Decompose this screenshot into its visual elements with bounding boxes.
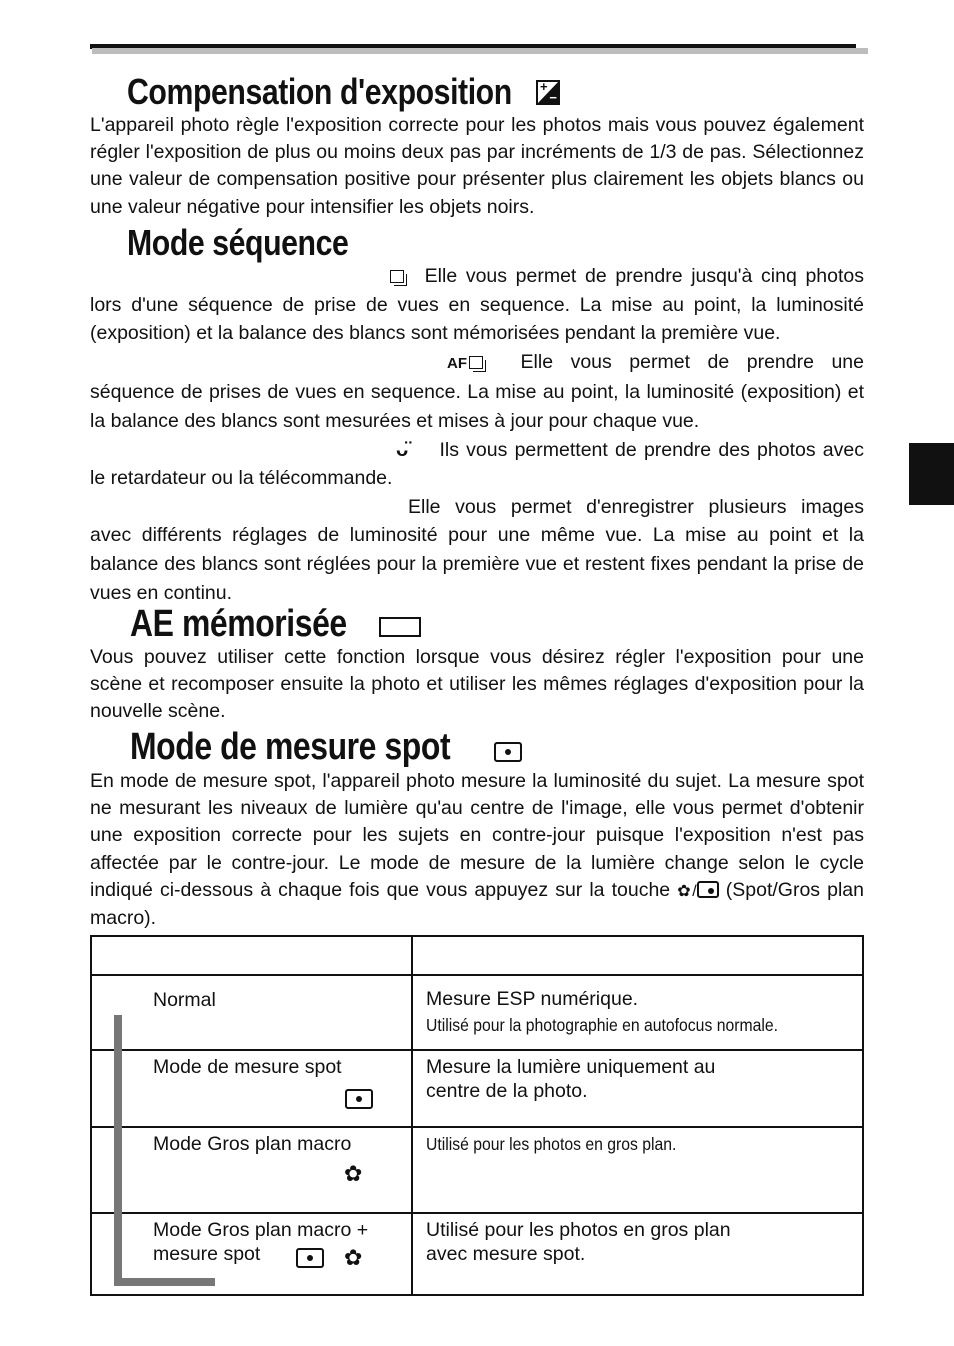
exposure-body: L'appareil photo règle l'exposition correcte pour les photos mais vous pouvez également régler l'exposition de plus ou moins deux pas par incréments de 1/3 de pas. Sélectionnez une valeur de compensation positive pour présenter plus clairement les objets blancs ou une valeur négative pour intensifier les objets noirs. [90,114,864,218]
af-sequence-label: AF [447,354,467,372]
sequence-body [90,262,864,607]
table-row-4-desc: Utilisé pour les photos en gros plan avec mesure spot. [426,1219,731,1265]
table-header-divider [90,974,864,976]
ae-lock-box-icon [379,617,421,637]
exposure-compensation-icon: + − [536,80,560,105]
table-row-1-mode: Normal [153,989,216,1011]
table-column-divider [411,935,413,1296]
spot-body-text: En mode de mesure spot, l'appareil photo mesure la luminosité du sujet. La mesure spot ne mesurant les niveaux de lumière qu'au centre de l'image, elle vous permet d'obtenir une exposition correcte pour les sujets en contre-jour puisque l'exposition n'est pas affectée par le contre-jour. Le mode de mesure de la lumière change selon le cycle indiqué ci-dessous à chaque fois que vous appuyez sur la touche [90,770,864,901]
table-row-1-desc: Mesure ESP numérique. [426,988,639,1010]
cycle-arrow-horizontal [114,1278,215,1286]
spot-metering-icon [494,742,522,762]
sequence-p4: Elle vous permet d'enregistrer plusieurs images avec différents réglages de luminosité pour une même vue. La mise au point et la balance des blancs sont réglées pour la première vue et restent fixes pendant la prise de vues en continu. [90,495,864,604]
heading-ae-lock: AE mémorisée [130,603,347,645]
heading-exposure: Compensation d'exposition [127,71,512,112]
sequence-frame-icon [390,270,404,283]
table-row-divider [123,1126,864,1128]
heading-spot: Mode de mesure spot [130,726,451,768]
table-row-3-note: Utilisé pour les photos en gros plan. [426,1134,677,1154]
sequence-p2: Elle vous permet de prendre une séquence de prises de vues en sequence. La mise au point, la luminosité (exposition) et la balance des blancs sont mesurées et mises à jour pour chaque vue. [90,350,864,432]
table-row-2-mode: Mode de mesure spot [153,1056,342,1078]
spot-body [90,768,864,932]
ae-lock-body: Vous pouvez utiliser cette fonction lorsque vous désirez régler l'exposition pour une scène et recomposer ensuite la photo et utiliser les mêmes réglages d'exposition pour la nouvelle scène. [90,646,864,723]
sequence-p3: Ils vous permettent de prendre des photos avec le retardateur ou la télécommande. [90,438,864,490]
spot-button-icon [697,881,719,898]
macro-spot-button-icon: ✿/ [677,882,697,900]
table-row-2-desc: Mesure la lumière uniquement au centre de la photo. [426,1056,716,1102]
sequence-p1: Elle vous permet de prendre jusqu'à cinq photos lors d'une séquence de prise de vues en sequence. La mise au point, la luminosité (exposition) et la balance des blancs sont mémorisées pendant la première vue. [90,265,864,345]
self-timer-remote-icon: ᴗ̈ [396,438,409,461]
spot-metering-icon [296,1248,324,1268]
table-row-divider [123,1212,864,1214]
table-row-divider [123,1049,864,1051]
cycle-arrow-vertical [114,1015,122,1285]
macro-flower-icon: ✿ [344,1245,363,1270]
table-row-1-note: Utilisé pour la photographie en autofocus normale. [426,1015,778,1035]
table-row-4-mode-line1: Mode Gros plan macro + [153,1219,369,1241]
spot-body-end: (Spot/Gros plan macro). [90,878,864,930]
chapter-tab [909,443,954,505]
metering-mode-table [90,935,864,1296]
top-rule-shadow [92,48,868,54]
table-row-4-mode-line2: mesure spot [153,1243,261,1265]
macro-flower-icon: ✿ [344,1161,363,1186]
spot-metering-icon [345,1089,373,1109]
table-row-3-mode: Mode Gros plan macro [153,1133,352,1155]
af-sequence-frame-icon [469,356,483,369]
heading-sequence: Mode séquence [127,222,349,263]
